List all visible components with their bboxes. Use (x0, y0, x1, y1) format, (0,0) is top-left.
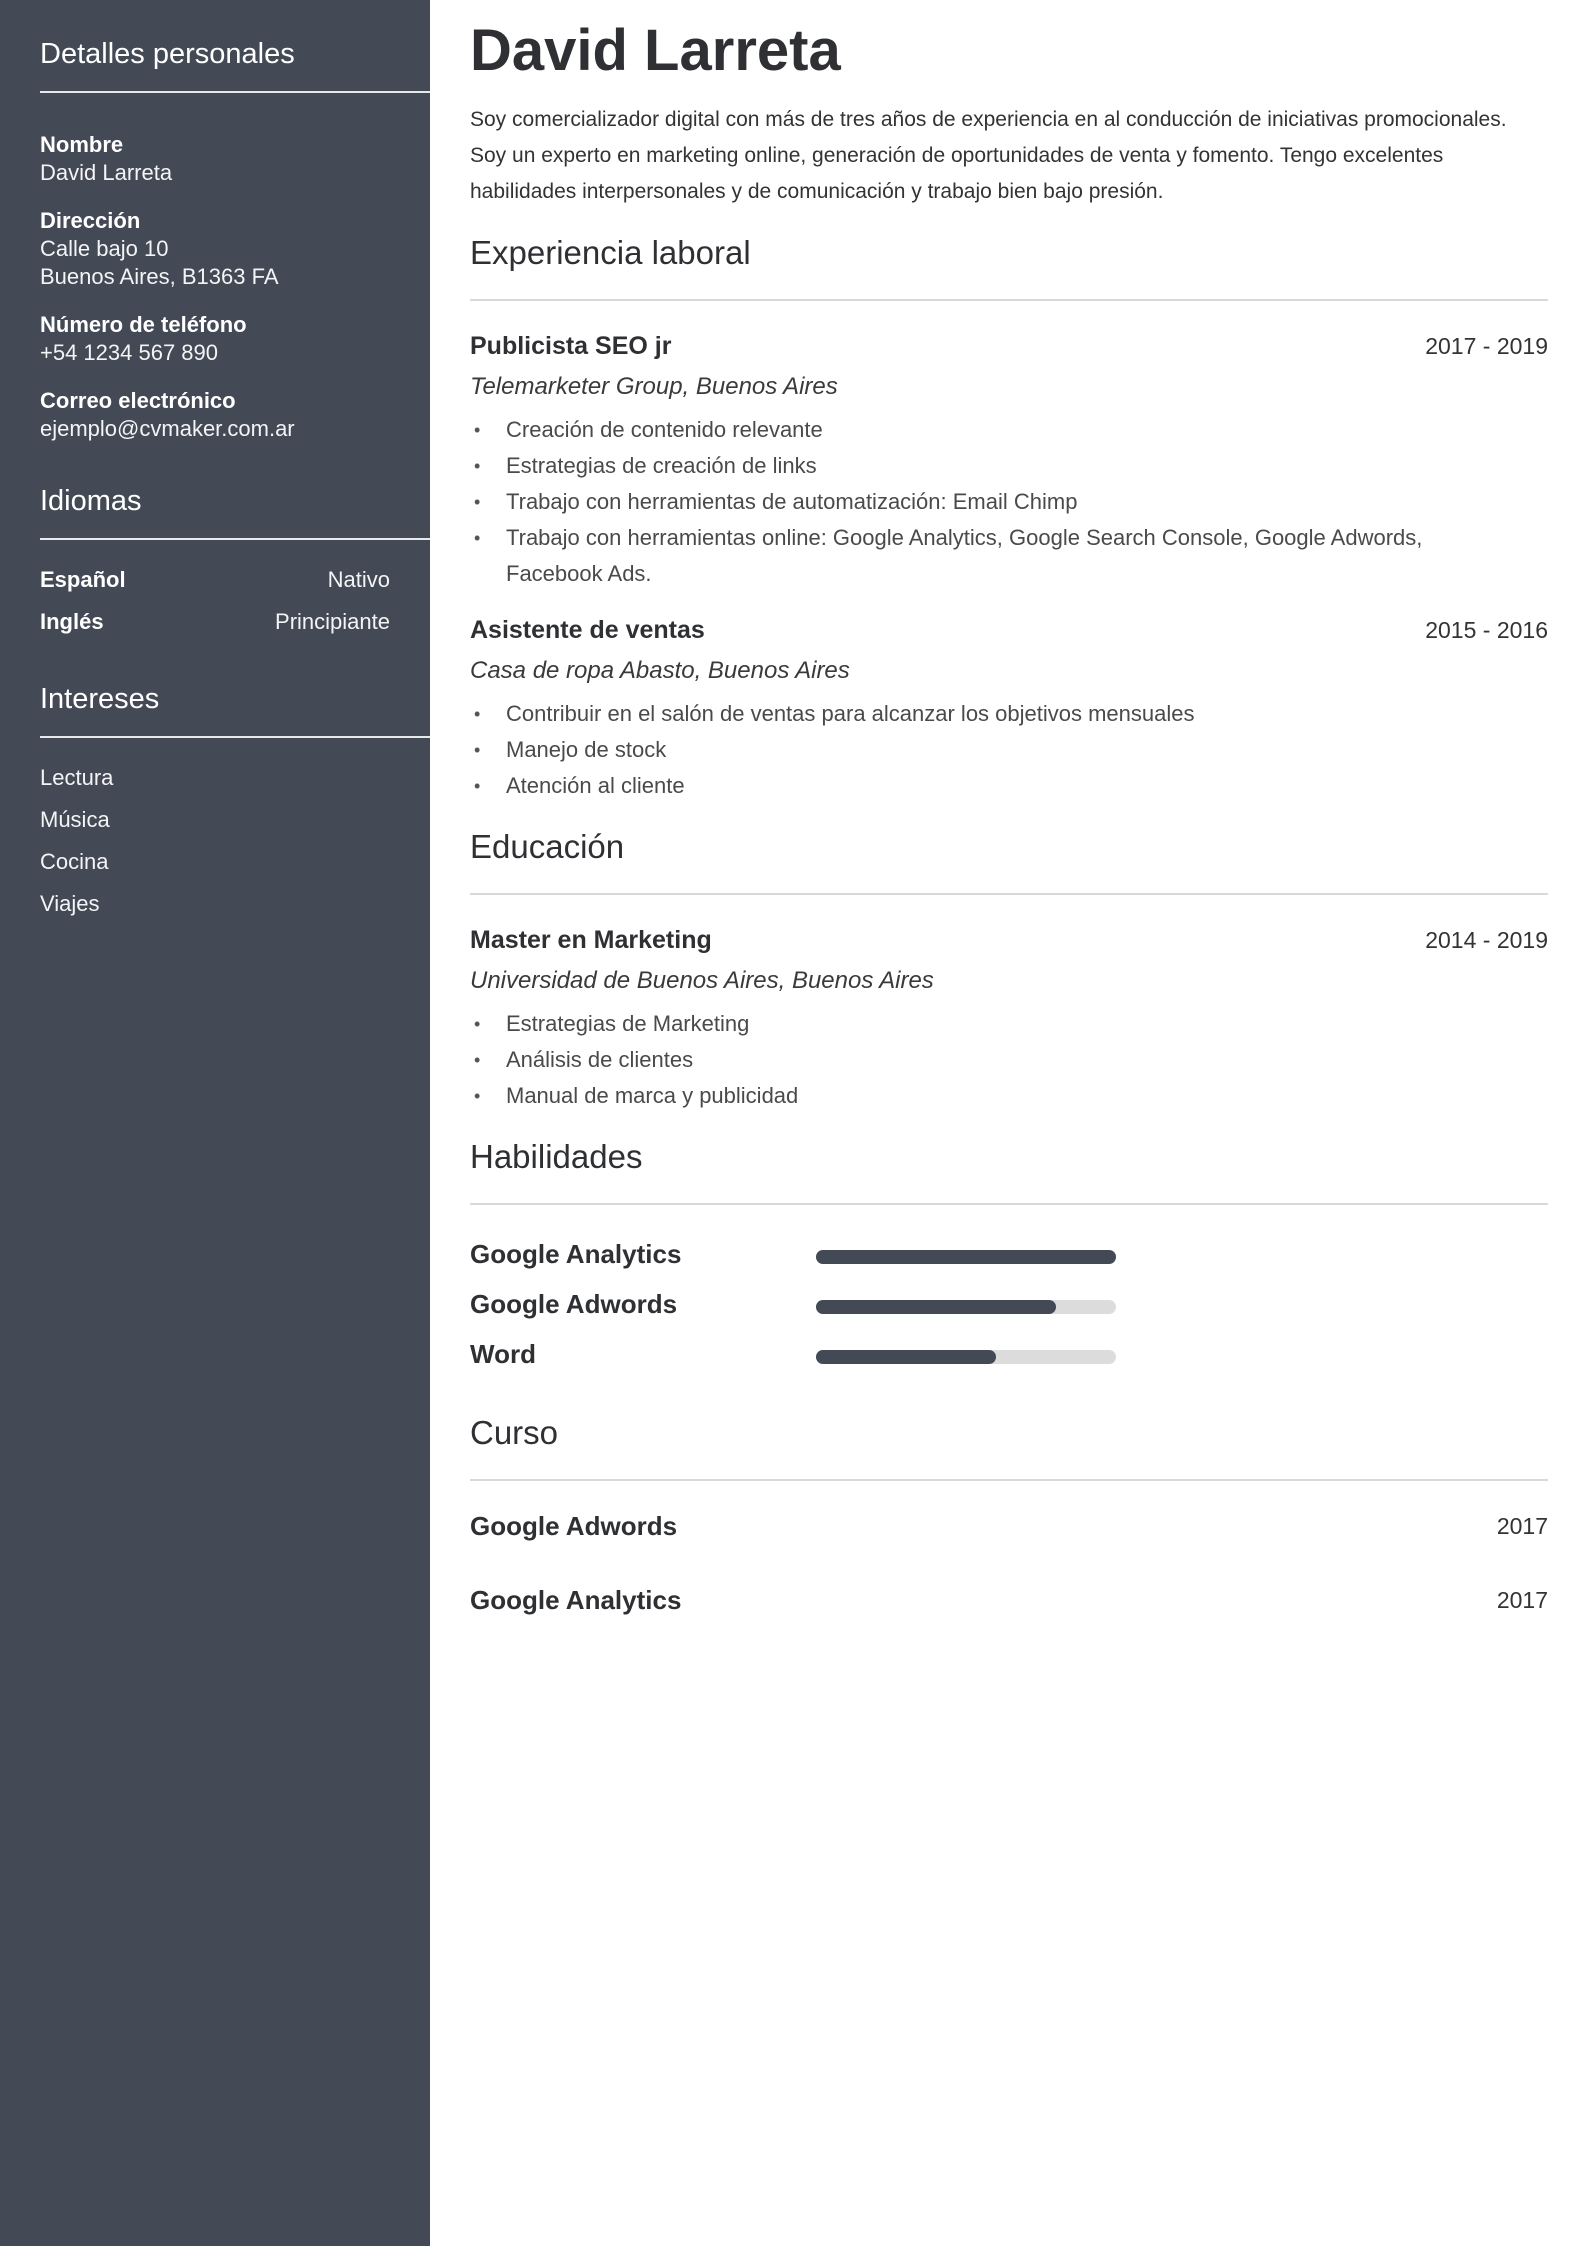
language-level: Nativo (327, 567, 390, 592)
job-responsibilities (470, 696, 1548, 804)
language-level: Principiante (275, 609, 390, 634)
job-dates: 2017 - 2019 (1425, 333, 1548, 359)
skill-level-bar (816, 1250, 1116, 1264)
interests-section (40, 681, 430, 932)
education-topics (470, 1006, 1548, 1114)
address-line-2: Buenos Aires, B1363 FA (40, 264, 279, 289)
job-bullet: • Manejo de stock (470, 732, 1548, 768)
personal-details-heading: Detalles personales (40, 38, 295, 70)
skill-name: Word (470, 1339, 536, 1369)
name-value: David Larreta (40, 160, 173, 185)
address-detail (40, 207, 430, 291)
skill-row (470, 1336, 1548, 1376)
section-divider (470, 1479, 1548, 1481)
skill-level-fill (816, 1350, 996, 1364)
interests-heading: Intereses (40, 683, 160, 715)
job-bullet: • Trabajo con herramientas de automatización: Email Chimp (470, 484, 1548, 520)
interest-item: Cocina (40, 849, 109, 874)
education-school: Universidad de Buenos Aires, Buenos Aires (470, 967, 934, 994)
education-dates: 2014 - 2019 (1425, 927, 1548, 953)
name-detail (40, 131, 430, 187)
phone-detail (40, 311, 430, 367)
skill-name: Google Analytics (470, 1239, 682, 1269)
course-name: Google Analytics (470, 1585, 682, 1615)
job-company: Casa de ropa Abasto, Buenos Aires (470, 657, 850, 684)
section-divider (470, 299, 1548, 301)
email-detail (40, 387, 430, 443)
section-divider (40, 91, 430, 93)
candidate-name: David Larreta (470, 18, 841, 83)
job-title: Publicista SEO jr (470, 332, 672, 360)
education-bullet: • Manual de marca y publicidad (470, 1078, 1548, 1114)
job-bullet: • Atención al cliente (470, 768, 1548, 804)
address-line-1: Calle bajo 10 (40, 236, 169, 261)
course-year: 2017 (1496, 1587, 1548, 1613)
profile-summary: Soy comercializador digital con más de tres años de experiencia en al conducción de iniciativas promocionales. Soy un experto en marketing online, generación de oportunidades de venta y fomento. Tengo excelentes habilidades interpersonales y de comunicación y trabajo bien bajo presión. (470, 108, 1507, 203)
section-divider (40, 736, 430, 738)
skill-row (470, 1236, 1548, 1276)
education-heading: Educación (470, 828, 625, 865)
skill-level-bar (816, 1350, 1116, 1364)
skill-name: Google Adwords (470, 1289, 678, 1319)
job-bullet: • Creación de contenido relevante (470, 412, 1548, 448)
job-bullet: • Estrategias de creación de links (470, 448, 1548, 484)
education-title: Master en Marketing (470, 926, 712, 954)
sidebar (0, 0, 430, 2246)
email-label: Correo electrónico (40, 388, 236, 413)
language-row (40, 608, 390, 650)
job-dates: 2015 - 2016 (1425, 617, 1548, 643)
interest-item: Lectura (40, 765, 114, 790)
section-divider (40, 538, 430, 540)
section-divider (470, 1203, 1548, 1205)
course-name: Google Adwords (470, 1511, 678, 1541)
experience-heading: Experiencia laboral (470, 234, 751, 271)
skills-heading: Habilidades (470, 1138, 643, 1175)
interest-item: Música (40, 807, 110, 832)
phone-label: Número de teléfono (40, 312, 247, 337)
personal-details-section (40, 36, 430, 443)
job-bullet: • Trabajo con herramientas online: Google Analytics, Google Search Console, Google Adwords, Facebook Ads. (470, 520, 1548, 592)
education-bullet: • Análisis de clientes (470, 1042, 1548, 1078)
languages-section (40, 483, 430, 650)
name-label: Nombre (40, 132, 124, 157)
courses-heading: Curso (470, 1414, 559, 1451)
course-year: 2017 (1496, 1513, 1548, 1539)
job-title: Asistente de ventas (470, 616, 705, 644)
job-bullet: • Contribuir en el salón de ventas para alcanzar los objetivos mensuales (470, 696, 1548, 732)
languages-list (40, 566, 430, 650)
job-company: Telemarketer Group, Buenos Aires (470, 373, 838, 400)
language-row (40, 566, 390, 608)
education-bullet: • Estrategias de Marketing (470, 1006, 1548, 1042)
interests-list (40, 764, 430, 932)
skill-level-bar (816, 1300, 1116, 1314)
email-value: ejemplo@cvmaker.com.ar (40, 416, 295, 441)
languages-heading: Idiomas (40, 485, 142, 517)
language-name: Español (40, 567, 126, 592)
section-divider (470, 893, 1548, 895)
language-name: Inglés (40, 609, 104, 634)
job-responsibilities (470, 412, 1548, 592)
skill-row (470, 1286, 1548, 1326)
interest-item: Viajes (40, 891, 100, 916)
skill-level-fill (816, 1250, 1116, 1264)
address-label: Dirección (40, 208, 141, 233)
skill-level-fill (816, 1300, 1056, 1314)
phone-value: +54 1234 567 890 (40, 340, 219, 365)
